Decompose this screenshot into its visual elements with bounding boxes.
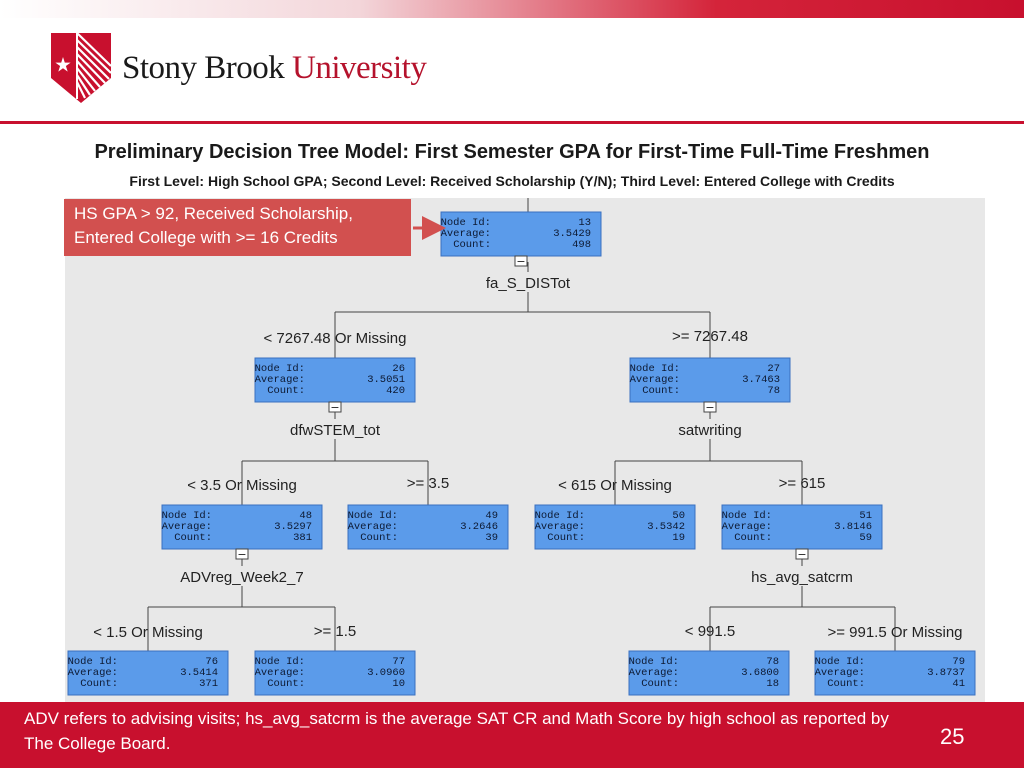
tree-node-26 — [255, 358, 415, 414]
split-label-advreg-week2-7: ADVreg_Week2_7 — [180, 569, 304, 586]
node-count-value: 18 — [766, 678, 779, 690]
branch-label-b27: >= 7267.48 — [672, 328, 748, 345]
tree-node-77 — [255, 651, 415, 695]
node-count-value: 59 — [859, 532, 872, 544]
node-id-value: 48 — [299, 510, 312, 522]
branch-label-b76: < 1.5 Or Missing — [93, 624, 203, 641]
node-average-value: 3.0960 — [367, 667, 405, 679]
brand-name: Stony Brook — [122, 50, 285, 86]
tree-node-50 — [535, 505, 695, 549]
split-label-hs-avg-satcrm: hs_avg_satcrm — [751, 569, 853, 586]
branch-label-b78: < 991.5 — [684, 623, 736, 640]
node-id-label: Node Id: — [440, 217, 491, 229]
node-average-value: 3.5051 — [367, 374, 405, 386]
collapse-toggle-glyph: − — [705, 401, 715, 414]
node-average-label: Average: — [721, 521, 772, 533]
node-id-value: 26 — [392, 363, 405, 375]
node-average-label: Average: — [254, 374, 305, 386]
branch-label-b51: >= 615 — [778, 475, 826, 492]
branch-label-b48: < 3.5 Or Missing — [187, 477, 297, 494]
collapse-toggle-glyph: − — [237, 548, 247, 561]
node-id-label: Node Id: — [629, 363, 680, 375]
node-average-value: 3.5342 — [647, 521, 685, 533]
node-id-label: Node Id: — [254, 363, 305, 375]
node-count-value: 78 — [767, 385, 780, 397]
node-average-label: Average: — [67, 667, 118, 679]
node-count-value: 371 — [199, 678, 218, 690]
node-id-value: 50 — [672, 510, 685, 522]
page-number: 25 — [940, 724, 965, 749]
node-id-value: 78 — [766, 656, 779, 668]
highlight-callout: HS GPA > 92, Received Scholarship, Entered College with >= 16 Credits — [64, 199, 411, 256]
node-id-label: Node Id: — [347, 510, 398, 522]
node-id-value: 79 — [952, 656, 965, 668]
node-count-label: Count: — [734, 532, 772, 544]
node-id-label: Node Id: — [721, 510, 772, 522]
node-id-label: Node Id: — [628, 656, 679, 668]
node-count-label: Count: — [360, 532, 398, 544]
tree-node-49 — [348, 505, 508, 549]
node-average-label: Average: — [534, 521, 585, 533]
tree-node-76 — [68, 651, 228, 695]
node-count-label: Count: — [827, 678, 865, 690]
node-id-label: Node Id: — [161, 510, 212, 522]
node-id-label: Node Id: — [814, 656, 865, 668]
node-count-value: 498 — [572, 239, 591, 251]
node-average-value: 3.6800 — [741, 667, 779, 679]
node-count-value: 19 — [672, 532, 685, 544]
branch-label-b79: >= 991.5 Or Missing — [827, 624, 963, 641]
collapse-toggle-glyph: − — [516, 255, 526, 268]
tree-node-51 — [722, 505, 882, 561]
node-average-label: Average: — [629, 374, 680, 386]
node-id-value: 51 — [859, 510, 872, 522]
node-average-label: Average: — [161, 521, 212, 533]
node-id-value: 77 — [392, 656, 405, 668]
split-label-satwriting: satwriting — [678, 422, 742, 439]
collapse-toggle-glyph: − — [330, 401, 340, 414]
split-label-dfwstem-tot: dfwSTEM_tot — [289, 422, 381, 439]
node-average-value: 3.5297 — [274, 521, 312, 533]
node-count-value: 10 — [392, 678, 405, 690]
node-average-label: Average: — [628, 667, 679, 679]
node-id-value: 49 — [485, 510, 498, 522]
node-count-label: Count: — [642, 385, 680, 397]
tree-connectors — [148, 262, 895, 651]
tree-node-27 — [630, 358, 790, 414]
node-id-value: 13 — [578, 217, 591, 229]
node-id-value: 76 — [205, 656, 218, 668]
node-count-value: 39 — [485, 532, 498, 544]
node-average-value: 3.2646 — [460, 521, 498, 533]
node-count-label: Count: — [267, 678, 305, 690]
node-count-label: Count: — [174, 532, 212, 544]
node-average-label: Average: — [347, 521, 398, 533]
node-count-label: Count: — [641, 678, 679, 690]
node-count-value: 41 — [952, 678, 965, 690]
branch-label-b77: >= 1.5 — [313, 623, 357, 640]
branch-label-b50: < 615 Or Missing — [558, 477, 672, 494]
node-average-value: 3.8737 — [927, 667, 965, 679]
node-average-label: Average: — [440, 228, 491, 240]
node-average-label: Average: — [254, 667, 305, 679]
node-id-value: 27 — [767, 363, 780, 375]
node-average-value: 3.7463 — [742, 374, 780, 386]
tree-node-79 — [815, 651, 975, 695]
tree-node-13 — [441, 212, 601, 268]
node-count-label: Count: — [453, 239, 491, 251]
node-count-value: 420 — [386, 385, 405, 397]
branch-label-b26: < 7267.48 Or Missing — [263, 330, 407, 347]
collapse-toggle-glyph: − — [797, 548, 807, 561]
split-label-fa-s-distot: fa_S_DISTot — [485, 275, 571, 292]
slide-subtitle: First Level: High School GPA; Second Level: Received Scholarship (Y/N); Third Level: Entered College with Credits — [129, 173, 895, 189]
tree-node-78 — [629, 651, 789, 695]
slide-title: Preliminary Decision Tree Model: First Semester GPA for First-Time Full-Time Freshmen — [94, 141, 930, 163]
node-average-value: 3.5429 — [553, 228, 591, 240]
node-id-label: Node Id: — [534, 510, 585, 522]
branch-label-b49: >= 3.5 — [406, 475, 450, 492]
node-id-label: Node Id: — [67, 656, 118, 668]
node-id-label: Node Id: — [254, 656, 305, 668]
brand-suffix: University — [292, 50, 427, 86]
footer-note: ADV refers to advising visits; hs_avg_satcrm is the average SAT CR and Math Score by high school as reported by The College Board. — [24, 709, 889, 753]
node-count-label: Count: — [267, 385, 305, 397]
node-average-value: 3.8146 — [834, 521, 872, 533]
node-count-label: Count: — [80, 678, 118, 690]
node-count-value: 381 — [293, 532, 312, 544]
node-count-label: Count: — [547, 532, 585, 544]
node-average-value: 3.5414 — [180, 667, 218, 679]
tree-node-48 — [162, 505, 322, 561]
node-average-label: Average: — [814, 667, 865, 679]
